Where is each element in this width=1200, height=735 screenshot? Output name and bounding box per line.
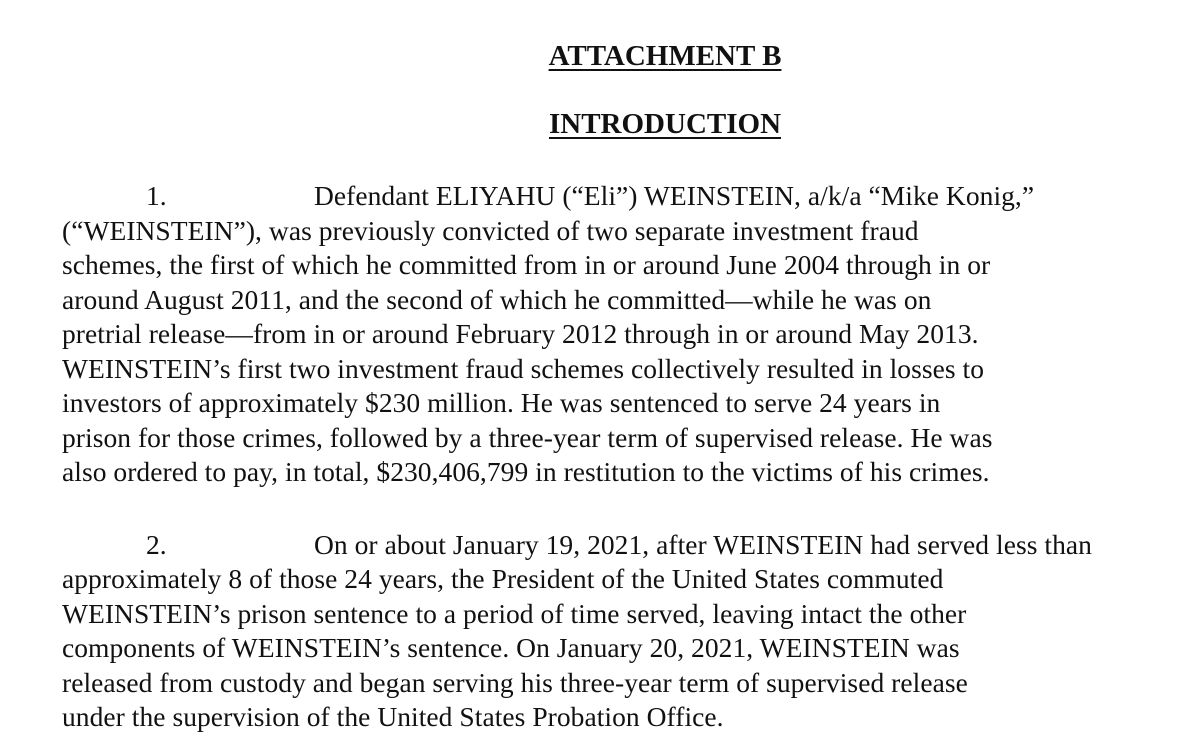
paragraph-line: investors of approximately $230 million. He was sentenced to serve 24 years in (62, 387, 941, 418)
paragraph-2 (62, 528, 1148, 735)
attachment-heading: ATTACHMENT B (548, 40, 782, 72)
paragraph-line (62, 528, 1148, 563)
paragraph-line: (“WEINSTEIN”), was previously convicted of two separate investment fraud (62, 214, 919, 246)
paragraph-line: prison for those crimes, followed by a three-year term of supervised release. He was (62, 421, 993, 453)
paragraph-line: released from custody and began serving his three-year term of supervised release (62, 666, 968, 698)
paragraph-line: under the supervision of the United States Probation Office. (62, 701, 724, 732)
paragraph-line-text: Defendant ELIYAHU (“Eli”) WEINSTEIN, a/k/a “Mike Konig,” (314, 180, 1035, 211)
paragraph-1 (62, 179, 1148, 490)
paragraph-line: approximately 8 of those 24 years, the President of the United States commuted (62, 563, 944, 594)
introduction-heading: INTRODUCTION (548, 108, 782, 140)
paragraph-number: 1. (146, 180, 167, 211)
paragraph-line (62, 179, 1148, 214)
paragraph-line: WEINSTEIN’s prison sentence to a period of time served, leaving intact the other (62, 597, 967, 629)
paragraph-line: around August 2011, and the second of which he committed—while he was on (62, 283, 932, 315)
paragraph-line: components of WEINSTEIN’s sentence. On January 20, 2021, WEINSTEIN was (62, 632, 960, 663)
paragraph-line: WEINSTEIN’s first two investment fraud schemes collectively resulted in losses to (62, 352, 985, 384)
paragraph-line: also ordered to pay, in total, $230,406,799 in restitution to the victims of his crimes. (62, 456, 990, 487)
paragraph-line: pretrial release—from in or around February 2012 through in or around May 2013. (62, 318, 979, 349)
paragraph-line: schemes, the first of which he committed from in or around June 2004 through in or (62, 249, 991, 280)
paragraph-number: 2. (146, 528, 167, 560)
paragraph-line-text: On or about January 19, 2021, after WEINSTEIN had served less than (314, 528, 1092, 560)
